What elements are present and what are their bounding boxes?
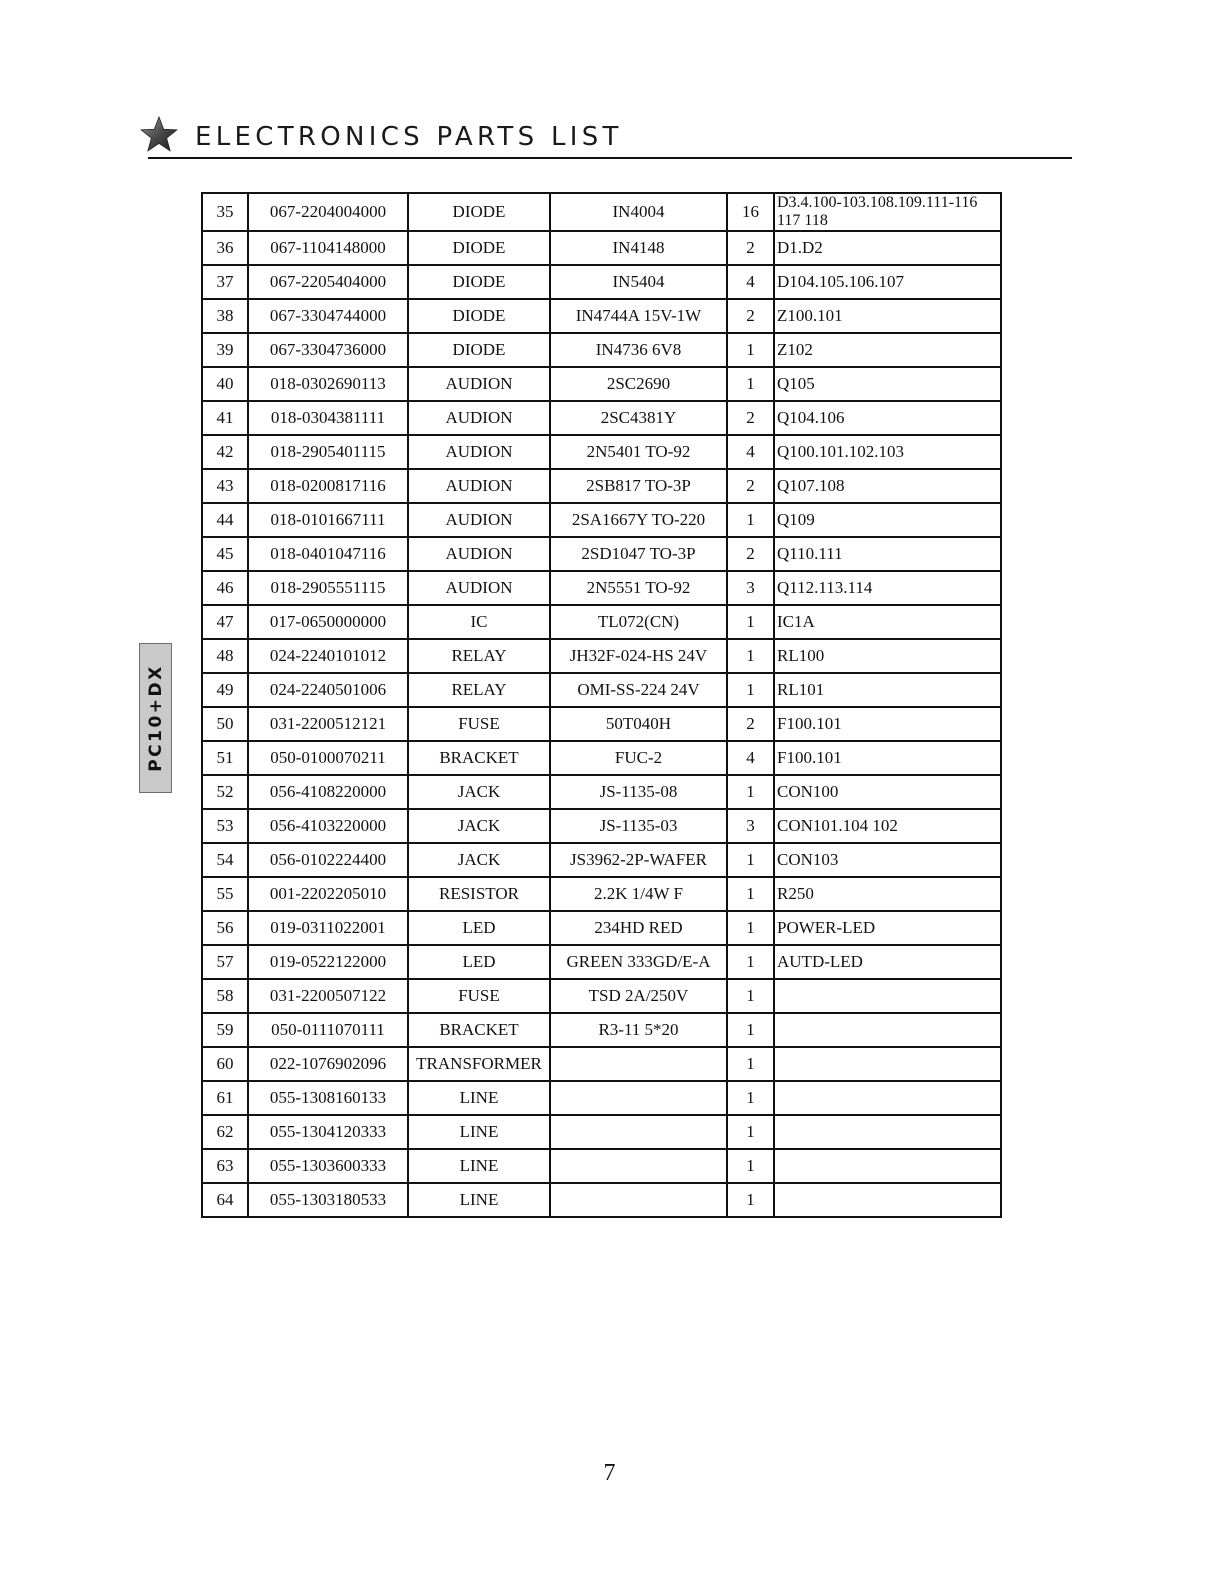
quantity-cell: 1	[727, 503, 774, 537]
part-name-cell: DIODE	[408, 231, 550, 265]
item-number-cell: 52	[202, 775, 248, 809]
part-name-cell: LINE	[408, 1081, 550, 1115]
table-row	[202, 537, 1001, 571]
specification-cell: JS-1135-08	[550, 775, 727, 809]
part-name-cell: JACK	[408, 809, 550, 843]
location-cell: Q107.108	[774, 469, 1001, 503]
part-number-cell: 067-2204004000	[248, 193, 408, 231]
location-cell: Q110.111	[774, 537, 1001, 571]
quantity-cell: 1	[727, 877, 774, 911]
location-cell: IC1A	[774, 605, 1001, 639]
specification-cell: JH32F-024-HS 24V	[550, 639, 727, 673]
specification-cell: R3-11 5*20	[550, 1013, 727, 1047]
model-label: PC10+DX	[145, 664, 166, 772]
part-name-cell: LED	[408, 945, 550, 979]
location-cell	[774, 1047, 1001, 1081]
quantity-cell: 2	[727, 231, 774, 265]
table-row	[202, 1047, 1001, 1081]
location-cell: CON100	[774, 775, 1001, 809]
quantity-cell: 1	[727, 843, 774, 877]
table-row	[202, 843, 1001, 877]
specification-cell: 2N5551 TO-92	[550, 571, 727, 605]
table-row	[202, 775, 1001, 809]
item-number-cell: 59	[202, 1013, 248, 1047]
item-number-cell: 43	[202, 469, 248, 503]
location-cell: AUTD-LED	[774, 945, 1001, 979]
table-row	[202, 707, 1001, 741]
specification-cell: GREEN 333GD/E-A	[550, 945, 727, 979]
item-number-cell: 64	[202, 1183, 248, 1217]
item-number-cell: 53	[202, 809, 248, 843]
item-number-cell: 58	[202, 979, 248, 1013]
table-row	[202, 367, 1001, 401]
star-icon	[140, 116, 178, 154]
item-number-cell: 46	[202, 571, 248, 605]
parts-table	[201, 192, 1002, 1218]
specification-cell: TSD 2A/250V	[550, 979, 727, 1013]
table-row	[202, 979, 1001, 1013]
table-row	[202, 1149, 1001, 1183]
item-number-cell: 61	[202, 1081, 248, 1115]
model-side-tab	[139, 643, 172, 793]
quantity-cell: 1	[727, 1115, 774, 1149]
item-number-cell: 45	[202, 537, 248, 571]
part-number-cell: 067-3304736000	[248, 333, 408, 367]
location-cell: Z100.101	[774, 299, 1001, 333]
location-cell: Z102	[774, 333, 1001, 367]
specification-cell: 50T040H	[550, 707, 727, 741]
quantity-cell: 4	[727, 435, 774, 469]
specification-cell	[550, 1183, 727, 1217]
part-number-cell: 031-2200507122	[248, 979, 408, 1013]
table-row	[202, 299, 1001, 333]
location-cell	[774, 979, 1001, 1013]
part-name-cell: BRACKET	[408, 1013, 550, 1047]
specification-cell: JS3962-2P-WAFER	[550, 843, 727, 877]
quantity-cell: 1	[727, 1183, 774, 1217]
item-number-cell: 63	[202, 1149, 248, 1183]
quantity-cell: 2	[727, 401, 774, 435]
part-name-cell: AUDION	[408, 571, 550, 605]
quantity-cell: 2	[727, 299, 774, 333]
part-number-cell: 001-2202205010	[248, 877, 408, 911]
part-name-cell: AUDION	[408, 401, 550, 435]
specification-cell: IN4744A 15V-1W	[550, 299, 727, 333]
quantity-cell: 4	[727, 741, 774, 775]
location-cell: Q104.106	[774, 401, 1001, 435]
page-header	[140, 112, 1072, 162]
part-number-cell: 018-0401047116	[248, 537, 408, 571]
part-name-cell: JACK	[408, 843, 550, 877]
location-cell: POWER-LED	[774, 911, 1001, 945]
item-number-cell: 48	[202, 639, 248, 673]
part-name-cell: LINE	[408, 1115, 550, 1149]
part-name-cell: RELAY	[408, 639, 550, 673]
quantity-cell: 1	[727, 945, 774, 979]
part-number-cell: 067-2205404000	[248, 265, 408, 299]
location-cell: Q112.113.114	[774, 571, 1001, 605]
part-number-cell: 018-0302690113	[248, 367, 408, 401]
table-row	[202, 809, 1001, 843]
table-row	[202, 911, 1001, 945]
location-cell: CON103	[774, 843, 1001, 877]
location-cell: D3.4.100-103.108.109.111-116 117 118	[774, 193, 1001, 231]
table-row	[202, 1013, 1001, 1047]
specification-cell: IN5404	[550, 265, 727, 299]
quantity-cell: 2	[727, 537, 774, 571]
specification-cell: 2SD1047 TO-3P	[550, 537, 727, 571]
item-number-cell: 36	[202, 231, 248, 265]
location-cell: Q105	[774, 367, 1001, 401]
part-number-cell: 018-0101667111	[248, 503, 408, 537]
part-number-cell: 067-3304744000	[248, 299, 408, 333]
quantity-cell: 4	[727, 265, 774, 299]
part-number-cell: 024-2240101012	[248, 639, 408, 673]
quantity-cell: 1	[727, 1149, 774, 1183]
part-number-cell: 019-0311022001	[248, 911, 408, 945]
quantity-cell: 1	[727, 673, 774, 707]
location-cell	[774, 1115, 1001, 1149]
table-row	[202, 877, 1001, 911]
page-title: ELECTRONICS PARTS LIST	[195, 122, 623, 152]
quantity-cell: 1	[727, 333, 774, 367]
quantity-cell: 2	[727, 707, 774, 741]
part-number-cell: 031-2200512121	[248, 707, 408, 741]
specification-cell: 2N5401 TO-92	[550, 435, 727, 469]
quantity-cell: 3	[727, 809, 774, 843]
item-number-cell: 42	[202, 435, 248, 469]
item-number-cell: 51	[202, 741, 248, 775]
part-name-cell: FUSE	[408, 979, 550, 1013]
table-row	[202, 945, 1001, 979]
part-number-cell: 019-0522122000	[248, 945, 408, 979]
quantity-cell: 3	[727, 571, 774, 605]
part-number-cell: 050-0111070111	[248, 1013, 408, 1047]
table-row	[202, 503, 1001, 537]
part-number-cell: 017-0650000000	[248, 605, 408, 639]
specification-cell: 2SC2690	[550, 367, 727, 401]
location-cell	[774, 1013, 1001, 1047]
table-row	[202, 401, 1001, 435]
part-number-cell: 018-0200817116	[248, 469, 408, 503]
part-number-cell: 056-4108220000	[248, 775, 408, 809]
specification-cell: OMI-SS-224 24V	[550, 673, 727, 707]
item-number-cell: 41	[202, 401, 248, 435]
part-number-cell: 055-1304120333	[248, 1115, 408, 1149]
table-row	[202, 673, 1001, 707]
part-number-cell: 055-1303600333	[248, 1149, 408, 1183]
quantity-cell: 1	[727, 639, 774, 673]
part-name-cell: LED	[408, 911, 550, 945]
specification-cell: TL072(CN)	[550, 605, 727, 639]
item-number-cell: 44	[202, 503, 248, 537]
quantity-cell: 1	[727, 367, 774, 401]
location-cell: F100.101	[774, 707, 1001, 741]
table-row	[202, 741, 1001, 775]
table-row	[202, 469, 1001, 503]
part-name-cell: AUDION	[408, 367, 550, 401]
part-name-cell: AUDION	[408, 503, 550, 537]
location-cell: RL100	[774, 639, 1001, 673]
item-number-cell: 60	[202, 1047, 248, 1081]
specification-cell: 2SC4381Y	[550, 401, 727, 435]
part-number-cell: 056-4103220000	[248, 809, 408, 843]
location-cell: RL101	[774, 673, 1001, 707]
part-name-cell: RESISTOR	[408, 877, 550, 911]
location-cell	[774, 1081, 1001, 1115]
table-row	[202, 265, 1001, 299]
specification-cell: IN4004	[550, 193, 727, 231]
location-cell: D1.D2	[774, 231, 1001, 265]
quantity-cell: 1	[727, 775, 774, 809]
item-number-cell: 38	[202, 299, 248, 333]
quantity-cell: 2	[727, 469, 774, 503]
part-name-cell: DIODE	[408, 299, 550, 333]
quantity-cell: 1	[727, 1081, 774, 1115]
part-number-cell: 056-0102224400	[248, 843, 408, 877]
item-number-cell: 37	[202, 265, 248, 299]
table-row	[202, 231, 1001, 265]
specification-cell: 2SB817 TO-3P	[550, 469, 727, 503]
specification-cell	[550, 1081, 727, 1115]
table-row	[202, 571, 1001, 605]
table-row	[202, 435, 1001, 469]
item-number-cell: 54	[202, 843, 248, 877]
item-number-cell: 39	[202, 333, 248, 367]
part-name-cell: FUSE	[408, 707, 550, 741]
part-name-cell: AUDION	[408, 469, 550, 503]
item-number-cell: 47	[202, 605, 248, 639]
table-row	[202, 1081, 1001, 1115]
part-number-cell: 050-0100070211	[248, 741, 408, 775]
item-number-cell: 62	[202, 1115, 248, 1149]
item-number-cell: 55	[202, 877, 248, 911]
specification-cell: 234HD RED	[550, 911, 727, 945]
part-number-cell: 055-1303180533	[248, 1183, 408, 1217]
part-name-cell: RELAY	[408, 673, 550, 707]
specification-cell	[550, 1047, 727, 1081]
part-name-cell: DIODE	[408, 193, 550, 231]
specification-cell: FUC-2	[550, 741, 727, 775]
table-row	[202, 639, 1001, 673]
table-row	[202, 1115, 1001, 1149]
part-name-cell: TRANSFORMER	[408, 1047, 550, 1081]
part-name-cell: DIODE	[408, 333, 550, 367]
header-rule	[148, 157, 1072, 159]
location-cell	[774, 1149, 1001, 1183]
quantity-cell: 1	[727, 1047, 774, 1081]
part-name-cell: LINE	[408, 1149, 550, 1183]
part-number-cell: 024-2240501006	[248, 673, 408, 707]
item-number-cell: 35	[202, 193, 248, 231]
page-number: 7	[603, 1460, 616, 1486]
table-row	[202, 193, 1001, 231]
part-number-cell: 018-2905401115	[248, 435, 408, 469]
quantity-cell: 16	[727, 193, 774, 231]
item-number-cell: 57	[202, 945, 248, 979]
table-row	[202, 605, 1001, 639]
quantity-cell: 1	[727, 605, 774, 639]
part-number-cell: 018-0304381111	[248, 401, 408, 435]
table-row	[202, 333, 1001, 367]
specification-cell: 2SA1667Y TO-220	[550, 503, 727, 537]
item-number-cell: 56	[202, 911, 248, 945]
part-number-cell: 022-1076902096	[248, 1047, 408, 1081]
quantity-cell: 1	[727, 1013, 774, 1047]
part-name-cell: BRACKET	[408, 741, 550, 775]
part-name-cell: AUDION	[408, 537, 550, 571]
parts-table-body	[202, 193, 1001, 1217]
part-name-cell: IC	[408, 605, 550, 639]
specification-cell: IN4736 6V8	[550, 333, 727, 367]
specification-cell	[550, 1149, 727, 1183]
table-row	[202, 1183, 1001, 1217]
location-cell: Q100.101.102.103	[774, 435, 1001, 469]
item-number-cell: 49	[202, 673, 248, 707]
specification-cell: IN4148	[550, 231, 727, 265]
location-cell: Q109	[774, 503, 1001, 537]
quantity-cell: 1	[727, 911, 774, 945]
location-cell: R250	[774, 877, 1001, 911]
specification-cell: JS-1135-03	[550, 809, 727, 843]
quantity-cell: 1	[727, 979, 774, 1013]
location-cell: CON101.104 102	[774, 809, 1001, 843]
location-cell: D104.105.106.107	[774, 265, 1001, 299]
specification-cell: 2.2K 1/4W F	[550, 877, 727, 911]
part-name-cell: DIODE	[408, 265, 550, 299]
location-cell: F100.101	[774, 741, 1001, 775]
part-number-cell: 018-2905551115	[248, 571, 408, 605]
part-number-cell: 055-1308160133	[248, 1081, 408, 1115]
specification-cell	[550, 1115, 727, 1149]
part-name-cell: JACK	[408, 775, 550, 809]
part-name-cell: AUDION	[408, 435, 550, 469]
part-number-cell: 067-1104148000	[248, 231, 408, 265]
item-number-cell: 40	[202, 367, 248, 401]
item-number-cell: 50	[202, 707, 248, 741]
location-cell	[774, 1183, 1001, 1217]
part-name-cell: LINE	[408, 1183, 550, 1217]
